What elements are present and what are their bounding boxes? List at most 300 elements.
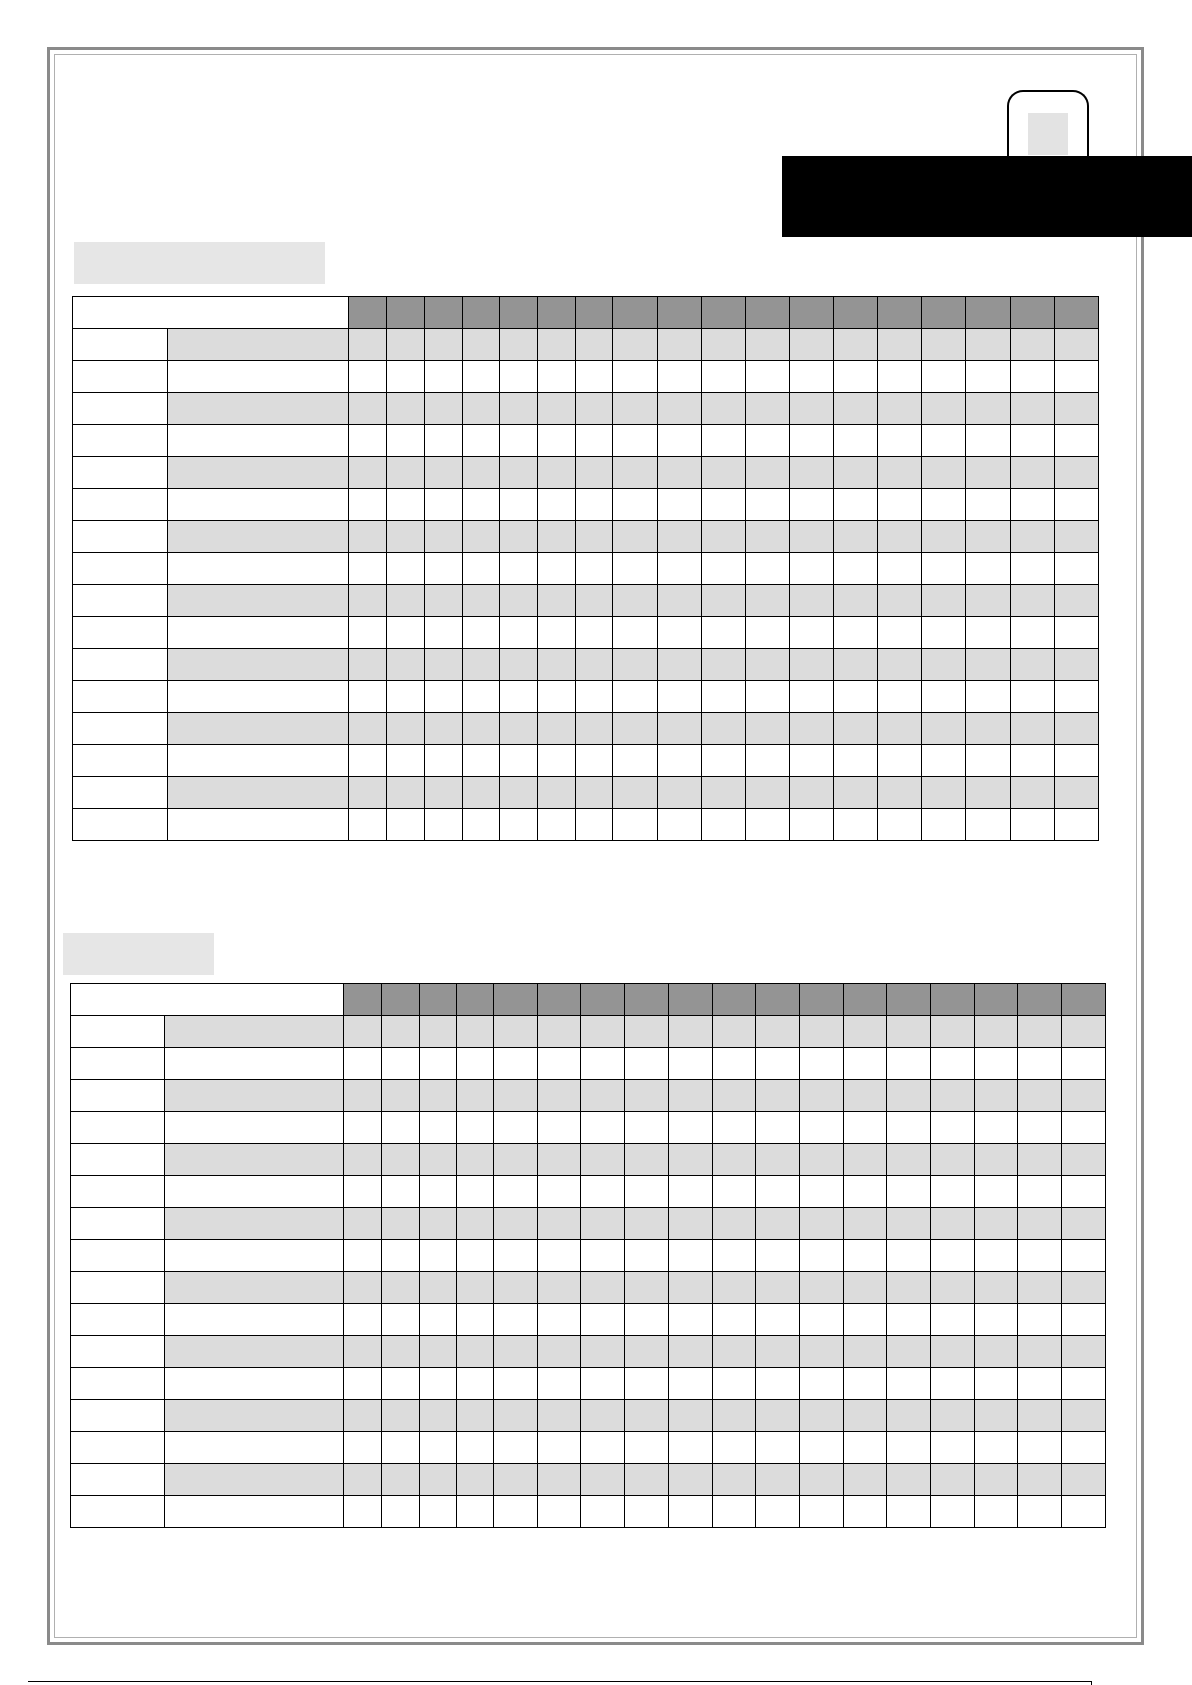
- table-cell: [799, 1144, 843, 1176]
- table-row: [71, 1432, 1106, 1464]
- table-cell: [425, 777, 463, 809]
- table-cell: [537, 1272, 581, 1304]
- table-cell: [930, 1272, 974, 1304]
- table-cell: [745, 809, 789, 841]
- table-header-cell: [625, 984, 669, 1016]
- table-cell: [625, 1112, 669, 1144]
- table-cell: [668, 1240, 712, 1272]
- table-cell: [974, 1496, 1018, 1528]
- section-1-label: [74, 242, 325, 284]
- table-cell: [425, 809, 463, 841]
- table-cell: [657, 681, 701, 713]
- table-cell: [575, 425, 613, 457]
- table-cell: [462, 361, 500, 393]
- table-cell: [745, 713, 789, 745]
- table-cell: [657, 745, 701, 777]
- table-cell: [922, 521, 966, 553]
- table-cell: [834, 521, 878, 553]
- table-cell: [1054, 585, 1098, 617]
- table-cell: [425, 649, 463, 681]
- table-cell: [537, 1176, 581, 1208]
- table-cell: [425, 521, 463, 553]
- table-cell: [799, 1272, 843, 1304]
- table-cell: [382, 1336, 419, 1368]
- chapter-banner: [782, 156, 1192, 237]
- table-cell: [966, 777, 1010, 809]
- table-cell: [657, 713, 701, 745]
- table-cell: [348, 745, 387, 777]
- table-header-cell: [419, 984, 456, 1016]
- table-cell: [575, 649, 613, 681]
- table-row: [71, 1176, 1106, 1208]
- table-cell: [581, 1368, 625, 1400]
- table-cell: [494, 1048, 538, 1080]
- row-label-cell: [164, 1240, 343, 1272]
- table-cell: [930, 1368, 974, 1400]
- table-cell: [922, 361, 966, 393]
- table-cell: [1010, 361, 1054, 393]
- table-header-cell: [789, 297, 833, 329]
- table-cell: [456, 1208, 493, 1240]
- table-header-cell: [878, 297, 922, 329]
- table-cell: [1018, 1112, 1062, 1144]
- table-cell: [657, 617, 701, 649]
- table-cell: [575, 457, 613, 489]
- table-row: [71, 1080, 1106, 1112]
- table-cell: [887, 1304, 931, 1336]
- table-cell: [348, 681, 387, 713]
- table-cell: [834, 489, 878, 521]
- table-row: [73, 649, 1099, 681]
- table-cell: [922, 585, 966, 617]
- table-cell: [756, 1496, 800, 1528]
- table-cell: [966, 649, 1010, 681]
- table-cell: [343, 1176, 381, 1208]
- row-label-cell: [164, 1208, 343, 1240]
- table-cell: [456, 1016, 493, 1048]
- table-cell: [537, 1368, 581, 1400]
- table-cell: [834, 457, 878, 489]
- table-cell: [613, 649, 657, 681]
- table-cell: [1054, 425, 1098, 457]
- table-cell: [1062, 1368, 1106, 1400]
- row-label-cell: [164, 1176, 343, 1208]
- table-cell: [538, 713, 576, 745]
- table-cell: [575, 393, 613, 425]
- table-cell: [1010, 617, 1054, 649]
- table-cell: [799, 1016, 843, 1048]
- table-cell: [799, 1304, 843, 1336]
- table-cell: [500, 745, 538, 777]
- table-header-cell: [966, 297, 1010, 329]
- row-number-cell: [71, 1400, 165, 1432]
- table-cell: [462, 617, 500, 649]
- table-cell: [756, 1176, 800, 1208]
- table-cell: [974, 1464, 1018, 1496]
- table-header-cell: [668, 984, 712, 1016]
- table-cell: [382, 1176, 419, 1208]
- table-cell: [538, 617, 576, 649]
- table-cell: [537, 1400, 581, 1432]
- table-cell: [1054, 809, 1098, 841]
- row-label-cell: [164, 1048, 343, 1080]
- table-cell: [789, 489, 833, 521]
- row-label-cell: [164, 1400, 343, 1432]
- table-cell: [966, 521, 1010, 553]
- table-header-cell: [756, 984, 800, 1016]
- table-cell: [834, 777, 878, 809]
- table-cell: [494, 1112, 538, 1144]
- table-cell: [1010, 489, 1054, 521]
- table-cell: [462, 777, 500, 809]
- table-cell: [756, 1112, 800, 1144]
- table-cell: [462, 681, 500, 713]
- table-cell: [930, 1208, 974, 1240]
- table-cell: [425, 617, 463, 649]
- row-label-cell: [167, 681, 348, 713]
- table-cell: [500, 649, 538, 681]
- row-label-cell: [167, 553, 348, 585]
- table-cell: [878, 809, 922, 841]
- table-cell: [419, 1016, 456, 1048]
- table-cell: [500, 777, 538, 809]
- table-header-cell: [799, 984, 843, 1016]
- table-cell: [425, 361, 463, 393]
- table-header-row: [71, 984, 1106, 1016]
- table-cell: [966, 585, 1010, 617]
- table-cell: [745, 329, 789, 361]
- table-cell: [887, 1048, 931, 1080]
- table-cell: [456, 1144, 493, 1176]
- table-cell: [701, 777, 745, 809]
- table-row: [73, 329, 1099, 361]
- table-cell: [701, 649, 745, 681]
- table-cell: [789, 809, 833, 841]
- table-cell: [843, 1464, 887, 1496]
- table-cell: [581, 1336, 625, 1368]
- row-number-cell: [73, 809, 168, 841]
- table-cell: [1054, 617, 1098, 649]
- table-cell: [500, 617, 538, 649]
- table-cell: [789, 425, 833, 457]
- row-number-cell: [71, 1176, 165, 1208]
- table-cell: [382, 1240, 419, 1272]
- table-cell: [382, 1112, 419, 1144]
- table-cell: [500, 585, 538, 617]
- table-cell: [843, 1272, 887, 1304]
- table-cell: [1010, 425, 1054, 457]
- table-cell: [756, 1464, 800, 1496]
- table-cell: [974, 1400, 1018, 1432]
- table-cell: [348, 329, 387, 361]
- table-cell: [575, 585, 613, 617]
- table-cell: [1010, 585, 1054, 617]
- table-cell: [878, 393, 922, 425]
- table-header-cell: [843, 984, 887, 1016]
- table-cell: [799, 1176, 843, 1208]
- table-cell: [966, 681, 1010, 713]
- row-label-cell: [167, 649, 348, 681]
- table-cell: [348, 553, 387, 585]
- table-cell: [348, 777, 387, 809]
- table-cell: [843, 1176, 887, 1208]
- table-cell: [668, 1272, 712, 1304]
- table-cell: [348, 809, 387, 841]
- table-cell: [500, 713, 538, 745]
- table-cell: [494, 1080, 538, 1112]
- table-cell: [712, 1080, 756, 1112]
- table-row: [71, 1368, 1106, 1400]
- table-cell: [878, 713, 922, 745]
- table-cell: [701, 457, 745, 489]
- row-number-cell: [73, 585, 168, 617]
- table-cell: [974, 1240, 1018, 1272]
- table-cell: [425, 457, 463, 489]
- table-cell: [419, 1240, 456, 1272]
- table-cell: [745, 457, 789, 489]
- table-cell: [494, 1368, 538, 1400]
- table-row: [73, 777, 1099, 809]
- table-cell: [1018, 1272, 1062, 1304]
- table-cell: [425, 393, 463, 425]
- table-cell: [1054, 713, 1098, 745]
- table-cell: [1054, 777, 1098, 809]
- table-header-cell: [462, 297, 500, 329]
- section-2-table: [70, 983, 1106, 1528]
- table-cell: [712, 1400, 756, 1432]
- table-cell: [712, 1016, 756, 1048]
- table-cell: [922, 713, 966, 745]
- table-cell: [538, 809, 576, 841]
- table-row: [71, 1400, 1106, 1432]
- table-cell: [1054, 393, 1098, 425]
- table-cell: [657, 457, 701, 489]
- table-cell: [745, 681, 789, 713]
- table-cell: [657, 489, 701, 521]
- table-cell: [613, 585, 657, 617]
- table-cell: [494, 1240, 538, 1272]
- table-cell: [625, 1016, 669, 1048]
- table-cell: [419, 1144, 456, 1176]
- table-cell: [930, 1144, 974, 1176]
- table-cell: [456, 1112, 493, 1144]
- table-header-corner: [73, 297, 349, 329]
- row-number-cell: [71, 1304, 165, 1336]
- table-cell: [456, 1496, 493, 1528]
- table-cell: [387, 361, 425, 393]
- table-header-cell: [922, 297, 966, 329]
- table-cell: [887, 1144, 931, 1176]
- table-cell: [581, 1144, 625, 1176]
- table-cell: [343, 1368, 381, 1400]
- table-cell: [712, 1496, 756, 1528]
- row-number-cell: [73, 425, 168, 457]
- table-cell: [382, 1464, 419, 1496]
- table-cell: [1054, 649, 1098, 681]
- table-cell: [581, 1496, 625, 1528]
- row-number-cell: [71, 1272, 165, 1304]
- table-cell: [613, 425, 657, 457]
- table-cell: [387, 617, 425, 649]
- table-cell: [712, 1464, 756, 1496]
- table-cell: [348, 585, 387, 617]
- table-cell: [657, 553, 701, 585]
- table-cell: [878, 649, 922, 681]
- table-cell: [500, 361, 538, 393]
- table-cell: [745, 649, 789, 681]
- table-cell: [668, 1144, 712, 1176]
- table-cell: [419, 1336, 456, 1368]
- table-cell: [701, 585, 745, 617]
- table-cell: [343, 1080, 381, 1112]
- table-cell: [538, 681, 576, 713]
- table-cell: [387, 457, 425, 489]
- table-cell: [756, 1304, 800, 1336]
- table-header-cell: [1018, 984, 1062, 1016]
- table-cell: [537, 1144, 581, 1176]
- table-cell: [930, 1016, 974, 1048]
- row-number-cell: [71, 1336, 165, 1368]
- table-row: [71, 1304, 1106, 1336]
- table-cell: [701, 745, 745, 777]
- row-number-cell: [73, 457, 168, 489]
- table-cell: [756, 1208, 800, 1240]
- table-cell: [613, 681, 657, 713]
- table-cell: [756, 1368, 800, 1400]
- table-cell: [581, 1432, 625, 1464]
- table-cell: [712, 1240, 756, 1272]
- table-cell: [1010, 809, 1054, 841]
- table-row: [71, 1208, 1106, 1240]
- table-cell: [789, 329, 833, 361]
- row-label-cell: [167, 329, 348, 361]
- table-header-cell: [745, 297, 789, 329]
- table-header-cell: [613, 297, 657, 329]
- row-number-cell: [73, 649, 168, 681]
- table-cell: [756, 1240, 800, 1272]
- table-cell: [1010, 745, 1054, 777]
- table-cell: [462, 585, 500, 617]
- table-cell: [930, 1304, 974, 1336]
- row-label-cell: [164, 1144, 343, 1176]
- table-cell: [966, 361, 1010, 393]
- table-cell: [613, 617, 657, 649]
- row-number-cell: [71, 1368, 165, 1400]
- table-header-cell: [538, 297, 576, 329]
- table-cell: [756, 1016, 800, 1048]
- table-cell: [799, 1400, 843, 1432]
- table-cell: [789, 777, 833, 809]
- table-cell: [974, 1112, 1018, 1144]
- row-number-cell: [73, 361, 168, 393]
- table-cell: [419, 1048, 456, 1080]
- table-cell: [668, 1496, 712, 1528]
- row-label-cell: [167, 745, 348, 777]
- table-cell: [343, 1304, 381, 1336]
- table-cell: [462, 521, 500, 553]
- table-cell: [500, 425, 538, 457]
- table-cell: [348, 713, 387, 745]
- table-cell: [575, 329, 613, 361]
- table-cell: [462, 457, 500, 489]
- table-cell: [419, 1176, 456, 1208]
- table-cell: [538, 521, 576, 553]
- table-cell: [387, 521, 425, 553]
- table-cell: [712, 1112, 756, 1144]
- table-cell: [1010, 777, 1054, 809]
- table-cell: [343, 1272, 381, 1304]
- table-cell: [1018, 1400, 1062, 1432]
- table-cell: [701, 681, 745, 713]
- table-cell: [343, 1144, 381, 1176]
- table-cell: [575, 777, 613, 809]
- table-header-cell: [834, 297, 878, 329]
- table-cell: [789, 585, 833, 617]
- table-cell: [1018, 1176, 1062, 1208]
- table-cell: [966, 553, 1010, 585]
- table-cell: [1054, 489, 1098, 521]
- table-cell: [456, 1240, 493, 1272]
- table-cell: [494, 1304, 538, 1336]
- table-cell: [537, 1496, 581, 1528]
- table-cell: [843, 1048, 887, 1080]
- section-2-label: [63, 933, 214, 975]
- table-cell: [878, 521, 922, 553]
- table-cell: [657, 425, 701, 457]
- table-header-cell: [1054, 297, 1098, 329]
- table-cell: [1062, 1080, 1106, 1112]
- table-cell: [712, 1144, 756, 1176]
- table-cell: [1062, 1304, 1106, 1336]
- table-cell: [878, 617, 922, 649]
- table-cell: [745, 521, 789, 553]
- table-cell: [494, 1176, 538, 1208]
- table-cell: [930, 1048, 974, 1080]
- row-number-cell: [71, 1112, 165, 1144]
- table-cell: [834, 393, 878, 425]
- table-cell: [930, 1400, 974, 1432]
- table-cell: [456, 1368, 493, 1400]
- row-label-cell: [167, 777, 348, 809]
- table-cell: [1018, 1016, 1062, 1048]
- table-cell: [613, 457, 657, 489]
- table-cell: [668, 1336, 712, 1368]
- table-header-cell: [581, 984, 625, 1016]
- table-cell: [494, 1016, 538, 1048]
- table-cell: [348, 457, 387, 489]
- table-cell: [494, 1144, 538, 1176]
- table-cell: [538, 777, 576, 809]
- table-cell: [657, 393, 701, 425]
- table-cell: [887, 1496, 931, 1528]
- table-cell: [538, 393, 576, 425]
- table-cell: [834, 361, 878, 393]
- table-cell: [843, 1208, 887, 1240]
- table-cell: [701, 521, 745, 553]
- table-cell: [668, 1176, 712, 1208]
- table-cell: [701, 713, 745, 745]
- table-cell: [538, 489, 576, 521]
- table-cell: [500, 681, 538, 713]
- table-cell: [745, 489, 789, 521]
- table-cell: [575, 681, 613, 713]
- table-header-cell: [712, 984, 756, 1016]
- table-cell: [930, 1176, 974, 1208]
- table-header-cell: [387, 297, 425, 329]
- table-cell: [712, 1304, 756, 1336]
- table-cell: [745, 745, 789, 777]
- table-cell: [1054, 553, 1098, 585]
